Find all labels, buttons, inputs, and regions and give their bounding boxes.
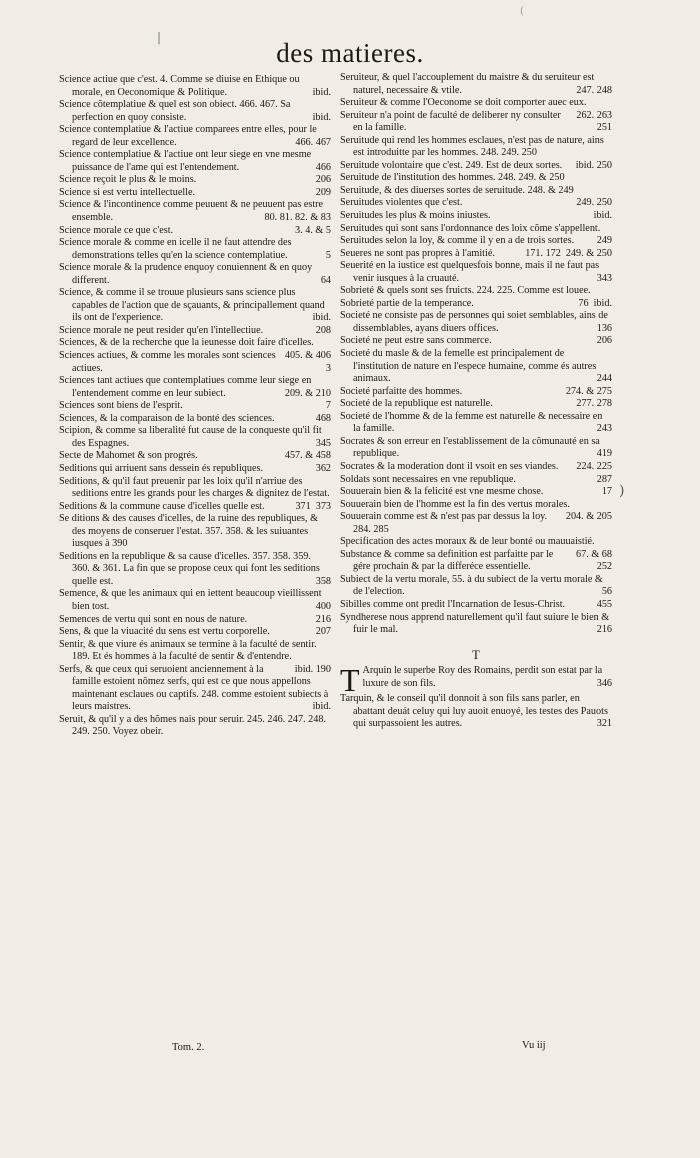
entry-text: Seditions & la commune cause d'icelles quelle est. [59,500,265,512]
entry-page-ref: 455 [596,598,612,610]
index-entry [59,714,331,739]
index-entry [340,662,612,699]
index-entry [59,74,331,99]
index-entry [59,149,331,174]
index-entry [340,185,612,198]
entry-text: Seruiteur & comme l'Oeconome se doit comporter auec eux. [340,97,587,109]
entry-page-ref: 457. & 458 [284,450,331,462]
index-entry [340,612,612,637]
entry-text: Science contemplatiue & l'actiue ont leur siege en vne mesme puissance de l'ame qui est l'entendement. [59,149,312,173]
index-entry [340,160,612,173]
index-entry [340,486,612,499]
entry-page-ref: 249. & 250 [565,247,612,259]
index-entry [340,461,612,474]
entry-text: Seuerité en la iustice est quelquesfois bonne, mais il ne faut pas venir iusques à la cruauté. [340,260,600,284]
entry-text: Science morale & comme en icelle il ne faut attendre des demonstrations telles qu'en la science contemplatiue. [59,237,292,261]
entry-text: Souuerain bien de l'homme est la fin des vertus morales. [340,498,570,510]
index-entry [340,436,612,461]
page-corner-mark: | [157,30,162,44]
index-entry [59,375,331,400]
index-entry [59,513,331,551]
entry-page-ref: ibid. 190 [294,663,331,675]
entry-page-ref: 17 [601,486,612,498]
entry-page-ref: 468 [315,412,331,424]
index-entry [59,588,331,613]
entry-page-ref: 252 [596,561,612,573]
entry-page-ref: 373 [315,500,331,512]
entry-page-ref: 76 [578,297,589,309]
index-entry [59,551,331,589]
entry-page-ref: 67. & 68 [576,548,612,560]
entry-text: Science & l'incontinence comme peuuent & ne peuuent pas estre ensemble. [59,199,324,224]
entry-page-ref: 206 [315,174,331,186]
index-entry [59,287,331,325]
entry-text: Secte de Mahomet & son progrés. [59,450,198,462]
entry-page-ref: 56 [601,586,612,598]
index-entry [59,626,331,639]
entry-page-ref: 244 [596,373,612,385]
page-title: des matieres. [276,38,424,68]
entry-text: Seruit, & qu'il y a des hõmes nais pour seruir. 245. 246. 247. 248. 249. 250. Voyez obeir. [59,713,326,738]
index-entry [340,197,612,210]
index-entry [340,386,612,399]
index-entry [59,614,331,627]
entry-text: Seueres ne sont pas propres à l'amitié. [340,247,495,259]
entry-text: Semences de vertu qui sont en nous de nature. [59,613,248,625]
entry-page-ref: 287 [596,473,612,485]
entry-page-ref: ibid. [593,297,612,309]
entry-text: Societé parfaitte des hommes. [340,385,463,397]
index-entry [59,225,331,238]
entry-text: Souuerain comme est & n'est pas par dessus la loy. 284. 285 [340,511,548,535]
entry-text: Science cõtemplatiue & quel est son obiect. 466. 467. Sa perfection en quoy consiste. [59,99,291,123]
entry-page-ref: ibid. [593,210,612,222]
index-entry [340,135,612,160]
entry-text: Seruitude de l'institution des hommes. 248. 249. & 250 [340,172,565,184]
entry-page-ref: 7 [325,400,331,412]
drop-cap-letter: T [340,662,360,699]
entry-text: Scipion, & comme sa liberalité fut cause de la conqueste qu'il fit des Espagnes. [59,425,322,449]
entry-text: Tarquin, & le conseil qu'il donnoit à son fils sans parler, en abattant deuát celuy qui luy auoit enuoyé, les testes des Pauots qui surpassoient les autres. [340,693,608,730]
entry-page-ref: 209 [315,186,331,198]
entry-text: Sciences tant actiues que contemplatiues comme leur siege en l'entendement comme en leur subiect. [59,375,312,399]
entry-text: Socrates & la moderation dont il vsoit en ses viandes. [340,460,559,472]
entry-text: Science morale ce que c'est. [59,224,174,236]
entry-text: Science contemplatiue & l'actiue comparees entre elles, pour le regard de leur excellence. [59,124,317,148]
section-letter-t: T [472,647,480,662]
entry-text: Sciences, & de la recherche que la ieunesse doit faire d'icelles. [59,337,314,349]
entry-page-ref: 216 [315,613,331,625]
index-entry [340,693,612,731]
entry-page-ref: 3 [325,362,331,374]
index-entry [59,237,331,262]
signature-mark-right: Vu iij [522,1040,546,1051]
index-entry [59,325,331,338]
entry-text: Specification des actes moraux & de leur bonté ou mauuaistié. [340,536,595,548]
entry-page-ref: 321 [596,718,612,730]
entry-page-ref: 249 [596,235,612,247]
entry-page-ref: ibid. 250 [575,159,612,171]
entry-page-ref: 345 [315,437,331,449]
entry-page-ref: 204. & 205 [565,511,612,523]
entry-page-ref: 405. & 406 [284,350,331,362]
entry-page-ref: 243 [596,423,612,435]
entry-page-ref: 209. & 210 [284,387,331,399]
entry-text: Science reçoit le plus & le moins. [59,174,197,186]
entry-page-ref: 371 [295,500,311,512]
index-entry [59,400,331,413]
entry-text: Science si est vertu intellectuelle. [59,186,196,198]
entry-text: Seruitude volontaire que c'est. 249. Est de deux sortes. [340,159,563,171]
index-entry [59,174,331,187]
index-entry [59,501,331,514]
entry-page-ref: 277. 278 [576,398,612,410]
index-entry [340,310,612,335]
entry-text: Se ditions & des causes d'icelles, de la ruine des republiques, & des moyens de conseruer l'estat. 357. 358. & les suiuantes iusques à 390 [59,513,319,550]
entry-page-ref: 346 [596,677,612,689]
entry-page-ref: 249. 250 [576,197,612,209]
entry-text: Arquin le superbe Roy des Romains, perdit son estat par la luxure de son fils. [362,665,603,689]
entry-page-ref: 362 [315,462,331,474]
page-side-mark: ) [619,483,625,499]
index-entry [340,348,612,386]
entry-page-ref: ibid. [312,701,331,713]
entry-page-ref: 466 [315,161,331,173]
index-entry [340,172,612,185]
signature-mark-left: Tom. 2. [172,1042,205,1053]
entry-page-ref: 466. 467 [295,136,331,148]
entry-page-ref: 274. & 275 [565,385,612,397]
entry-text: Seruitudes les plus & moins iniustes. [340,210,491,222]
index-entry [340,536,612,560]
entry-page-ref: 343 [596,272,612,284]
entry-page-ref: 419 [596,448,612,460]
entry-text: Sens, & que la viuacité du sens est vertu corporelle. [59,626,270,638]
entry-text: Seruitudes qui sont sans l'ordonnance des loix cõme s'appellent. [340,222,601,234]
index-entry [340,335,612,348]
entry-text: Sobrieté partie de la temperance. [340,297,474,309]
entry-text: Seruitude, & des diuerses sortes de seruitude. 248. & 249 [340,184,574,196]
entry-text: Science morale ne peut resider qu'en l'intellectiue. [59,324,264,336]
entry-page-ref: 207 [315,626,331,638]
entry-text: Sciences, & la comparaison de la bonté des sciences. [59,412,275,424]
entry-text: Sobrieté & quels sont ses fruicts. 224. 225. Comme est louee. [340,285,591,297]
entry-text: Souuerain bien & la felicité est vne mesme chose. [340,486,544,498]
index-entry [59,450,331,463]
index-entry [340,97,612,121]
entry-text: Societé de l'homme & de la femme est naturelle & necessaire en la famille. [340,410,603,435]
index-entry [340,210,612,223]
entry-text: Semence, & que les animaux qui en iettent beaucoup vieillissent bien tost. [59,588,322,612]
index-entry [340,298,612,311]
index-entry [340,474,612,487]
entry-page-ref: 358 [315,575,331,587]
entry-page-ref: 5 [325,249,331,261]
entry-text: Societé ne consiste pas de personnes qui soiet semblables, ains de dissemblables, ayans diuers offices. [340,310,608,334]
entry-text: Societé ne peut estre sans commerce. [340,335,492,347]
entry-page-ref: 3. 4. & 5 [295,224,331,236]
entry-page-ref: ibid. [312,86,331,98]
entry-text: Seruitude qui rend les hommes esclaues, n'est pas de nature, ains est introduitte par les hommes. 248. 249. 250 [340,134,604,159]
index-entry [340,599,612,612]
entry-text: Syndherese nous apprend naturellement qu'il faut suiure le bien & fuir le mal. [340,611,610,636]
section-t-entries [340,662,612,731]
index-entry [340,72,612,97]
index-entry [59,425,331,450]
entry-text: Societé du masle & de la femelle est principalement de l'institution de nature en l'espece humaine, comme és autres animaux. [340,348,597,385]
entry-page-ref: 251 [596,122,612,134]
entry-text: Seruiteur, & quel l'accouplement du maistre & du seruiteur est naturel, necessaire & vtile. [340,72,595,96]
entry-text: Socrates & son erreur en l'establissement de la cõmunauté en sa republique. [340,435,600,460]
page-top-mark: ( [520,6,524,17]
entry-page-ref: 262. 263 [576,109,612,121]
entry-page-ref: 206 [596,335,612,347]
entry-text: Sciences sont biens de l'esprit. [59,400,183,412]
entry-text: Sibilles comme ont predit l'Incarnation de Iesus-Christ. [340,598,566,610]
entry-page-ref: 136 [596,322,612,334]
entry-text: Seditions qui arriuent sans dessein és republiques. [59,462,263,474]
right-entries [340,72,612,637]
entry-text: Seruitudes selon la loy, & comme il y en a de trois sortes. [340,235,575,247]
entry-text: Seditions en la republique & sa cause d'icelles. 357. 358. 359. 360. & 361. La fin que se propose ceux qui font les seditions quelle est. [59,550,320,587]
index-entry [59,187,331,200]
entry-page-ref: 64 [320,274,331,286]
entry-text: Science, & comme il se trouue plusieurs sans science plus capables de l'action que de sçauants, & principallement quand ils ont de l'experience. [59,287,325,324]
index-entry [59,124,331,149]
index-entry [340,398,612,411]
left-index-column [59,74,331,739]
entry-page-ref: 208 [315,324,331,336]
entry-text: Subiect de la vertu morale, 55. à du subiect de la vertu morale & de l'election. [340,573,603,598]
entry-text: Societé de la republique est naturelle. [340,398,493,410]
entry-text: Seruitudes violentes que c'est. [340,197,463,209]
index-entry [59,199,331,224]
entry-text: Sentir, & que viure és animaux se termine à la faculté de sentir. 189. Et és hommes à la faculté de sentir & d'entendre. [59,638,317,663]
index-entry [59,463,331,476]
entry-text: Science actiue que c'est. 4. Comme se diuise en Ethique ou morale, en Oeconomique & Politique. [59,74,300,98]
entry-page-ref: 247. 248 [576,84,612,96]
entry-text: Soldats sont necessaires en vne republique. [340,473,516,485]
entry-page-ref: 171. 172 [525,247,561,259]
right-index-column [340,72,612,731]
entry-page-ref: 224. 225 [576,460,612,472]
entry-text: Sciences actiues, & comme les morales sont sciences actiues. [59,350,276,374]
index-entry [340,411,612,436]
entry-text: Serfs, & que ceux qui seruoient anciennement à la famille estoient nõmez serfs, qui est ce que nous appellons maintenant esclaues ou captifs. 248. comme estoient subiects à leurs maistres. [59,663,329,713]
index-entry [59,638,331,675]
index-entry [59,262,331,287]
entry-text: Seditions, & qu'il faut preuenir par les loix qu'il n'arriue des seditions entre les grands pour les charges & dignitez de l'estat. [59,475,330,500]
entry-text: Substance & comme sa definition est parfaitte par le gére prochain & par la differéce essentielle. [340,548,554,573]
entry-page-ref: ibid. [312,312,331,324]
entry-text: Seruiteur n'a point de faculté de deliberer ny consulter en la famille. [340,109,561,134]
index-entry [340,260,612,285]
index-entry [340,574,612,599]
index-entry [59,99,331,124]
entry-page-ref: 80. 81. 82. & 83 [264,212,331,224]
entry-page-ref: 400 [315,600,331,612]
index-entry [59,413,331,426]
entry-page-ref: 216 [596,624,612,636]
entry-page-ref: ibid. [312,111,331,123]
entry-text: Science morale & la prudence enquoy conuiennent & en quoy different. [59,262,313,286]
